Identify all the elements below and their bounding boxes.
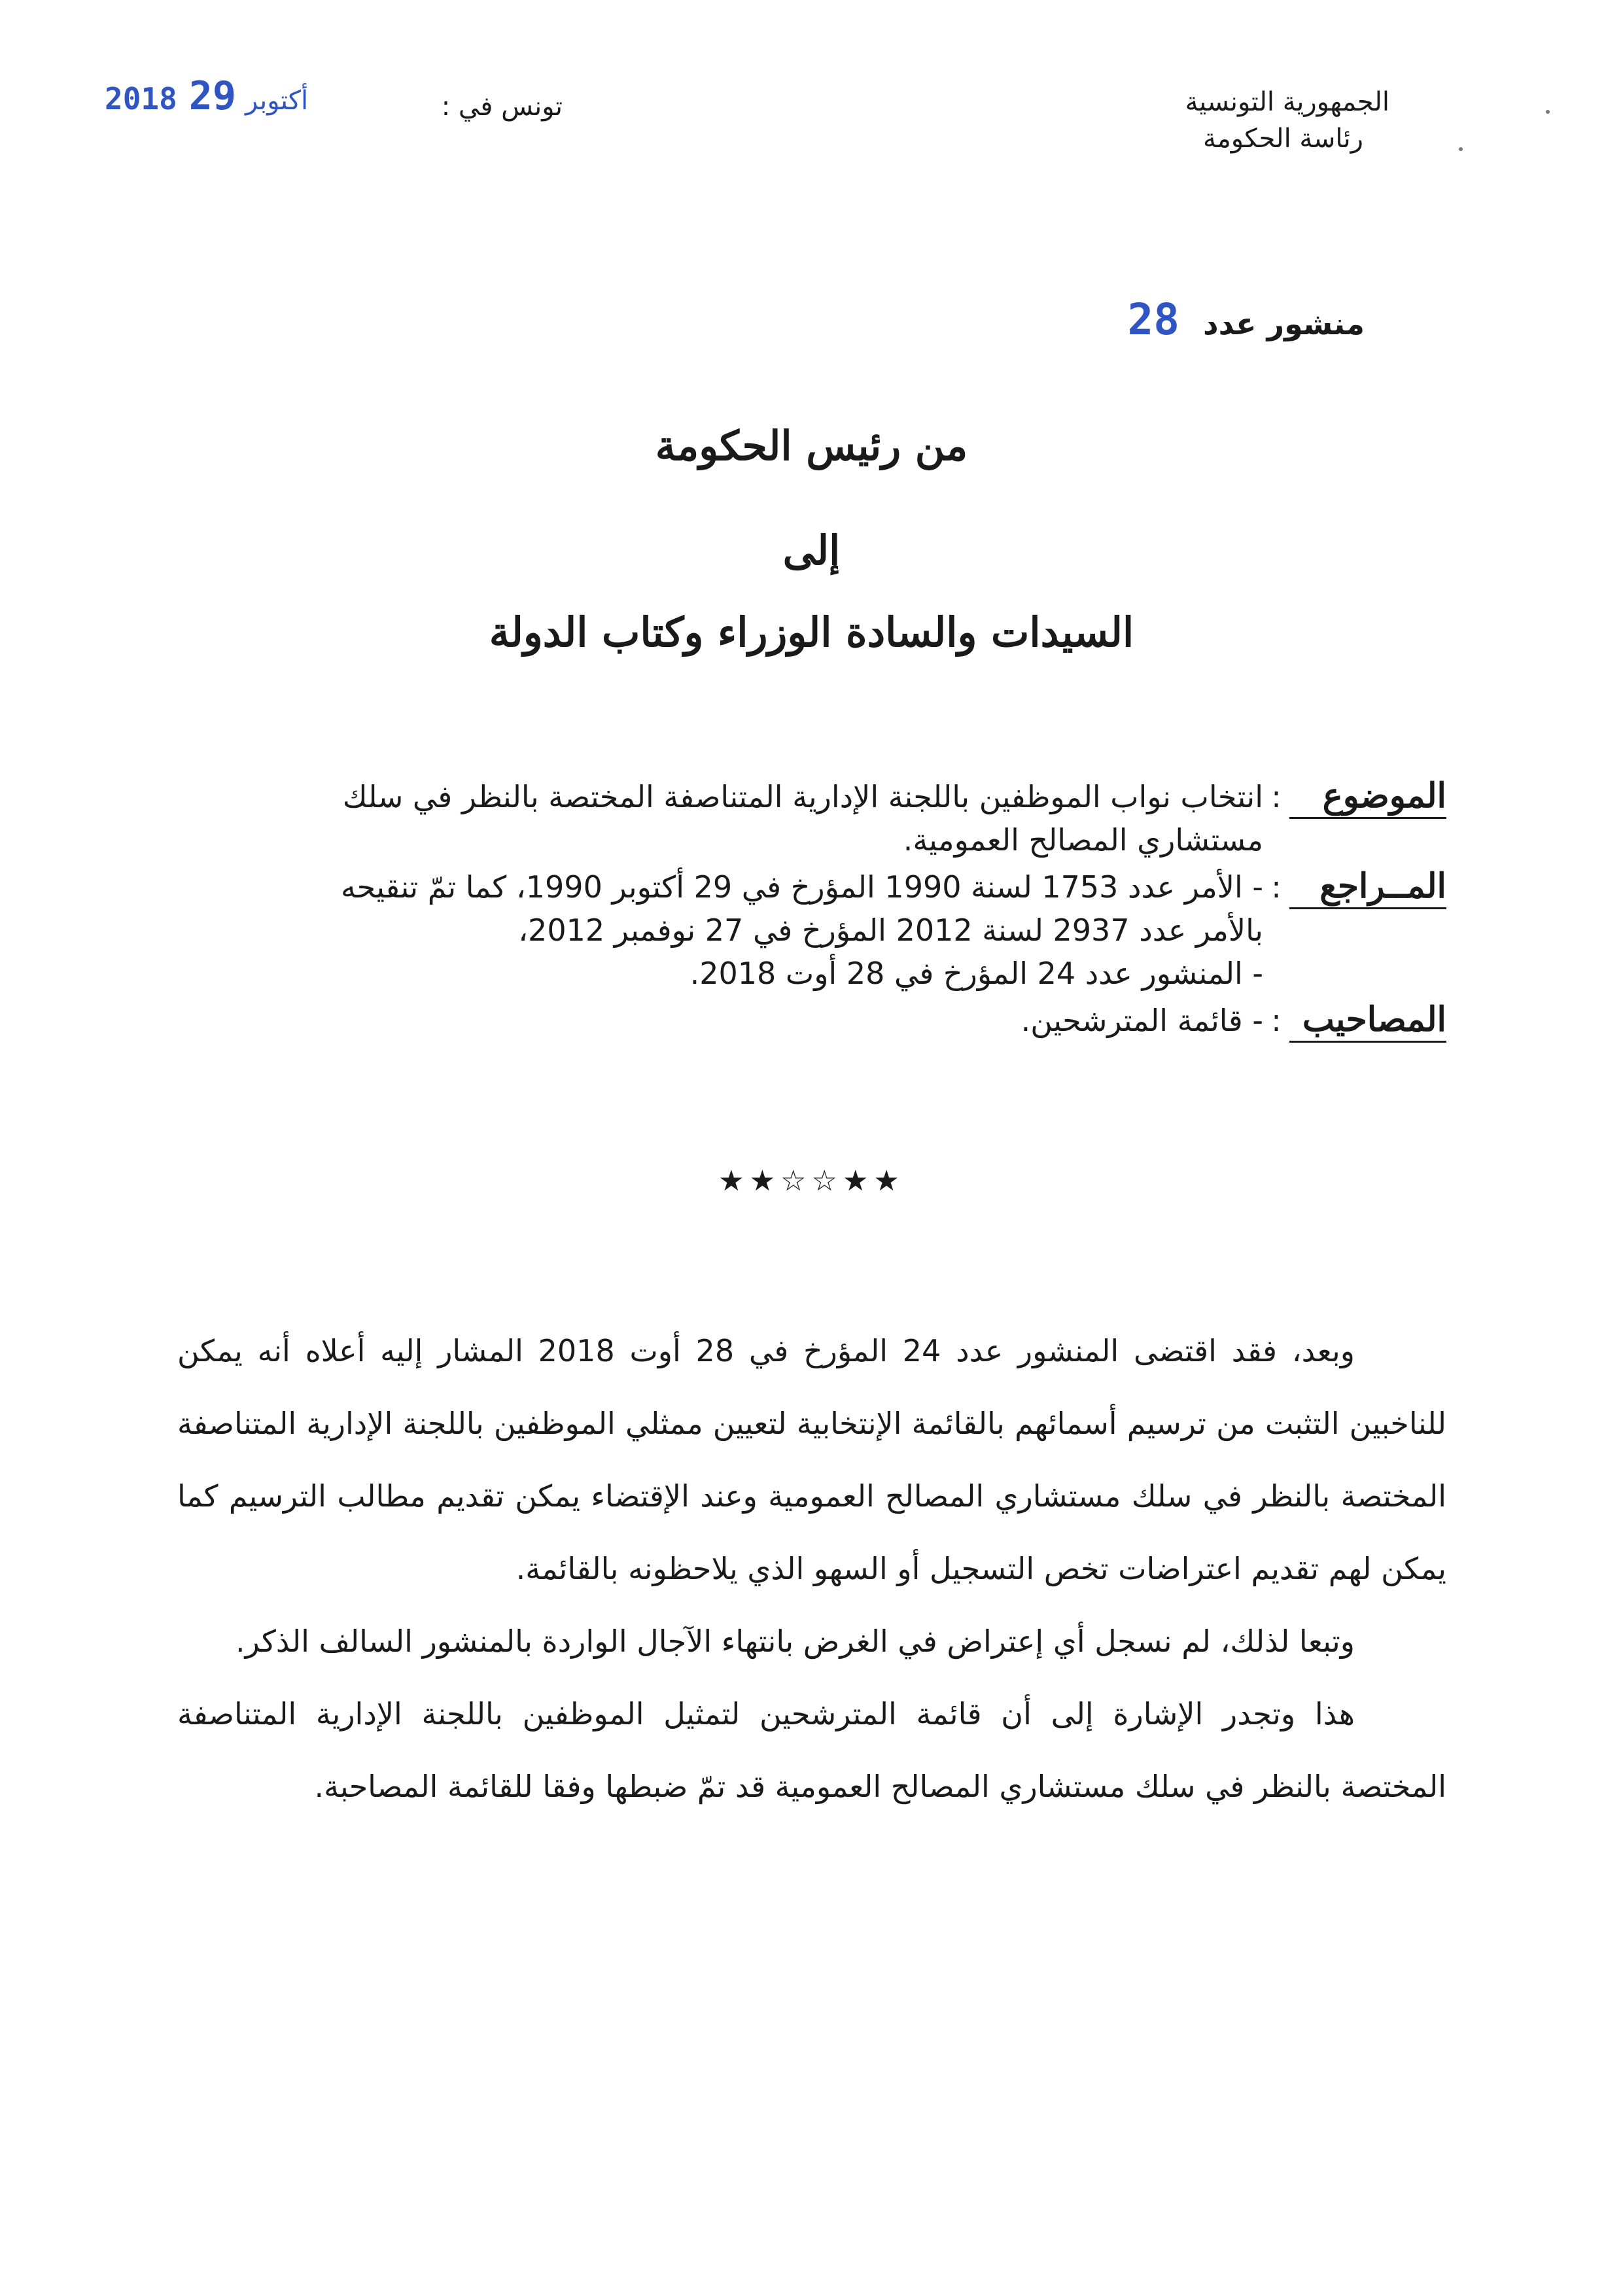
- subject-label: الموضوع: [1289, 775, 1446, 819]
- references-label: المــراجع: [1289, 865, 1446, 909]
- to-heading: إلى: [782, 527, 841, 574]
- attachment-line: - قائمة المترشحين.: [1021, 1003, 1263, 1038]
- colon: :: [1271, 1003, 1282, 1038]
- circular-number-line: [907, 294, 1365, 345]
- date-stamp: [105, 73, 366, 119]
- subject-line: انتخاب نواب الموظفين باللجنة الإدارية المتناصفة المختصة بالنظر في سلك: [342, 779, 1263, 814]
- letter-body: [177, 1315, 1446, 1823]
- stamp-month: أكتوبر: [245, 86, 309, 116]
- attachments-row: [184, 999, 1446, 1043]
- sender-heading: من رئيس الحكومة: [655, 422, 968, 470]
- attachments-label: المصاحيب: [1289, 999, 1446, 1043]
- subject-line: مستشاري المصالح العمومية.: [903, 822, 1263, 858]
- recipients-heading: السيدات والسادة الوزراء وكتاب الدولة: [489, 608, 1134, 656]
- scan-speck: [1546, 110, 1550, 114]
- references-row: [184, 865, 1446, 995]
- star-separator: ★★☆☆★★: [718, 1164, 905, 1198]
- issuer-line-presidency: رئاسة الحكومة: [1202, 124, 1363, 154]
- reference-line: بالأمر عدد 2937 لسنة 2012 المؤرخ في 27 نوفمبر 2012،: [518, 913, 1263, 948]
- body-paragraph: وتبعا لذلك، لم نسجل أي إعتراض في الغرض بانتهاء الآجال الواردة بالمنشور السالف الذكر.: [236, 1624, 1355, 1659]
- stamp-day: 29: [188, 73, 237, 119]
- subject-row: [184, 775, 1446, 861]
- body-paragraph: هذا وتجدر الإشارة إلى أن قائمة المترشحين لتمثيل الموظفين باللجنة الإدارية المتناصفة المختصة بالنظر في سلك مستشاري المصالح العمومية قد تمّ ضبطها وفقا للقائمة المصاحبة.: [177, 1696, 1446, 1804]
- references-text: [184, 865, 1263, 995]
- reference-line: - المنشور عدد 24 المؤرخ في 28 أوت 2018.: [689, 956, 1263, 991]
- circular-number: 28: [1127, 294, 1179, 345]
- issuer-block: [932, 84, 1389, 157]
- reference-line: - الأمر عدد 1753 لسنة 1990 المؤرخ في 29 أكتوبر 1990، كما تمّ تنقيحه: [340, 869, 1263, 905]
- colon: :: [1271, 779, 1282, 814]
- attachments-text: [184, 999, 1263, 1043]
- issuer-line-republic: الجمهورية التونسية: [1185, 87, 1389, 117]
- reference-block: [184, 775, 1446, 1043]
- place-date-label: تونس في :: [441, 92, 563, 122]
- colon: :: [1271, 869, 1282, 905]
- scan-speck: [1459, 147, 1463, 151]
- body-paragraph: وبعد، فقد اقتضى المنشور عدد 24 المؤرخ في 28 أوت 2018 المشار إليه أعلاه أنه يمكن للناخبين التثبت من ترسيم أسمائهم بالقائمة الإنتخابية لتعيين ممثلي الموظفين باللجنة الإدارية المتناصفة المختصة بالنظر في سلك مستشاري المصالح العمومية وعند الإقتضاء يمكن تقديم مطالب الترسيم كما يمكن لهم تقديم اعتراضات تخص التسجيل أو السهو الذي يلاحظونه بالقائمة.: [177, 1333, 1446, 1586]
- circular-label: منشور عدد: [1202, 306, 1365, 341]
- subject-text: [184, 775, 1263, 861]
- stamp-year: 2018: [105, 81, 177, 116]
